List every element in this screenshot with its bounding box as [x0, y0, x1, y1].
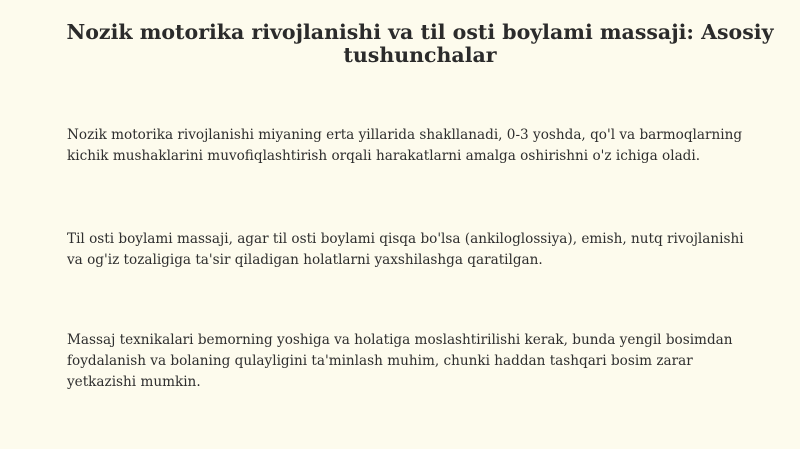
paragraph-fine-motor: Nozik motorika rivojlanishi miyaning erta yillarida shakllanadi, 0-3 yoshda, qo'l va barmoqlarning kichik mushaklarini muvofiqlashtirish orqali harakatlarni amalga oshirishni o'z ichiga oladi. [67, 127, 743, 164]
slide-title: Nozik motorika rivojlanishi va til osti boylami massaji: Asosiy tushunchalar [66, 20, 774, 67]
paragraph-frenulum-massage: Til osti boylami massaji, agar til osti boylami qisqa bo'lsa (ankiloglossiya), emish, nutq rivojlanishi va og'iz tozaligiga ta'sir qiladigan holatlarni yaxshilashga qaratilgan. [67, 231, 744, 268]
paragraph-massage-techniques: Massaj texnikalari bemorning yoshiga va holatiga moslashtirilishi kerak, bunda yengil bosimdan foydalanish va bolaning qulayligini ta'minlash muhim, chunki haddan tashqari bosim zarar yetkazishi mumkin. [67, 332, 733, 390]
